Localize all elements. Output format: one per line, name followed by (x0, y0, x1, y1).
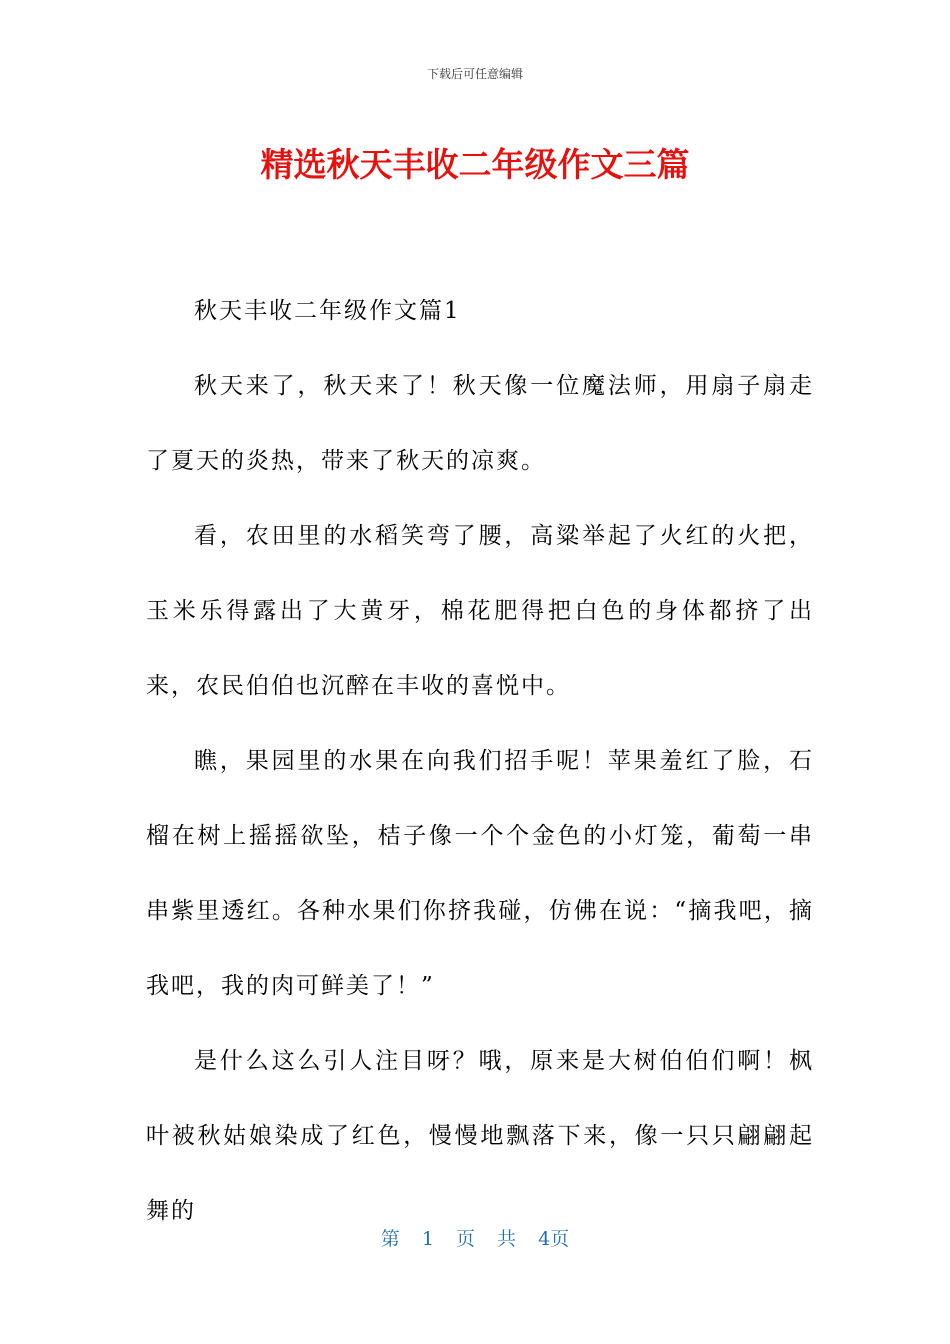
total-pages: 4页 (538, 1228, 570, 1250)
paragraph: 秋天来了，秋天来了！秋天像一位魔法师，用扇子扇走了夏天的炎热，带来了秋天的凉爽。 (146, 373, 814, 474)
page-footer (0, 1226, 950, 1252)
page-label-prefix: 第 (380, 1228, 400, 1250)
header-note: 下载后可任意编辑 (426, 67, 523, 81)
document-body (146, 274, 814, 1249)
paragraph: 看，农田里的水稻笑弯了腰，高粱举起了火红的火把，玉米乐得露出了大黄牙，棉花肥得把白色的身体都挤了出来，农民伯伯也沉醉在丰收的喜悦中。 (146, 523, 814, 699)
section-heading: 秋天丰收二年级作文篇1 (194, 298, 461, 324)
paragraph: 是什么这么引人注目呀？哦，原来是大树伯伯们啊！枫叶被秋姑娘染成了红色，慢慢地飘落下来，像一只只翩翩起舞的 (146, 1048, 814, 1224)
total-label: 共 (497, 1228, 517, 1250)
paragraph: 瞧，果园里的水果在向我们招手呢！苹果羞红了脸，石榴在树上摇摇欲坠，桔子像一个个金色的小灯笼，葡萄一串串紫里透红。各种水果们你挤我碰，仿佛在说：“摘我吧，摘我吧，我的肉可鲜美了！” (146, 748, 814, 999)
current-page-number: 1 (421, 1228, 434, 1250)
page-label-mid: 页 (455, 1228, 475, 1250)
document-title: 精选秋天丰收二年级作文三篇 (260, 145, 690, 184)
